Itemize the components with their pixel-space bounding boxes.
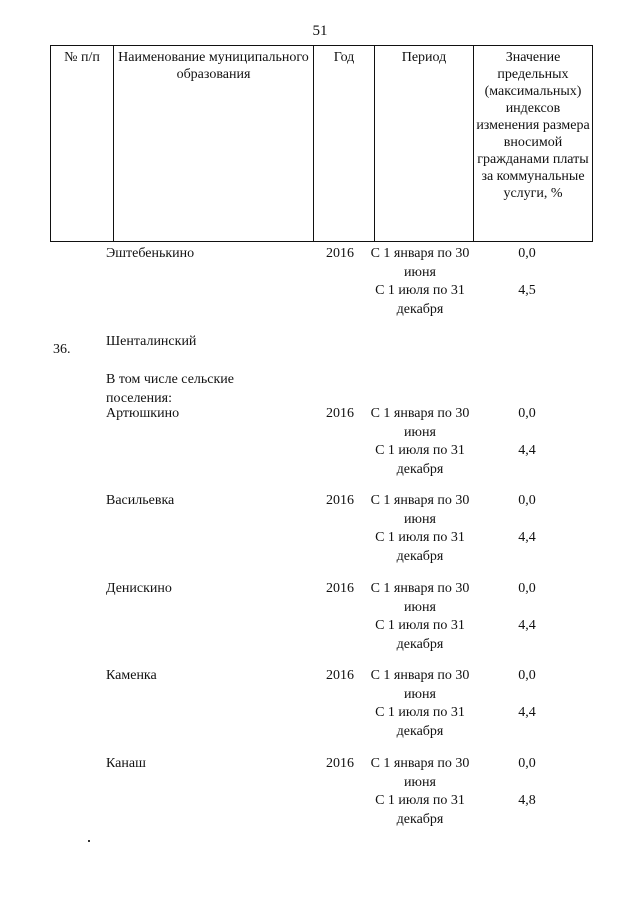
settlement-name: Артюшкино: [106, 406, 180, 421]
value-second-half: 4,4: [518, 530, 536, 545]
settlement-name: Васильевка: [106, 493, 175, 508]
value-first-half: 0,0: [518, 493, 536, 508]
period-first-half: С 1 января по 30 июня: [370, 581, 470, 615]
page-number: 51: [312, 23, 328, 39]
subheading: В том числе сельские поселения:: [106, 372, 235, 406]
period-first-half: С 1 января по 30 июня: [370, 246, 470, 280]
scan-speck: [88, 840, 90, 842]
settlement-year: 2016: [326, 406, 354, 421]
header-num: № п/п: [64, 50, 100, 65]
settlement-name: Эштебенькино: [106, 246, 195, 261]
settlement-name: Денискино: [106, 581, 172, 596]
settlement-name: Канаш: [106, 756, 146, 771]
period-second-half: С 1 июля по 31 декабря: [375, 283, 465, 317]
period-second-half: С 1 июля по 31 декабря: [375, 793, 465, 827]
period-first-half: С 1 января по 30 июня: [370, 668, 470, 702]
value-first-half: 0,0: [518, 406, 536, 421]
period-second-half: С 1 июля по 31 декабря: [375, 443, 465, 477]
value-second-half: 4,4: [518, 705, 536, 720]
period-second-half: С 1 июля по 31 декабря: [375, 618, 465, 652]
value-first-half: 0,0: [518, 581, 536, 596]
value-second-half: 4,8: [518, 793, 536, 808]
header-name: Наименование муниципального образования: [113, 46, 313, 241]
value-first-half: 0,0: [518, 668, 536, 683]
value-second-half: 4,4: [518, 618, 536, 633]
period-first-half: С 1 января по 30 июня: [370, 493, 470, 527]
settlement-year: 2016: [326, 493, 354, 508]
settlement-name: Каменка: [106, 668, 157, 683]
settlement-year: 2016: [326, 668, 354, 683]
settlement-year: 2016: [326, 756, 354, 771]
value-second-half: 4,5: [518, 283, 536, 298]
header-value: Значение предельных (максимальных) индексов изменения размера вносимой гражданами платы за коммунальные услуги, %: [473, 46, 592, 241]
district-number: 36.: [53, 342, 71, 357]
period-first-half: С 1 января по 30 июня: [370, 406, 470, 440]
table-header: [50, 45, 593, 242]
settlement-year: 2016: [326, 246, 354, 261]
header-period: Период: [374, 46, 473, 241]
value-second-half: 4,4: [518, 443, 536, 458]
value-first-half: 0,0: [518, 246, 536, 261]
value-first-half: 0,0: [518, 756, 536, 771]
header-year: Год: [313, 46, 374, 241]
period-first-half: С 1 января по 30 июня: [370, 756, 470, 790]
settlement-year: 2016: [326, 581, 354, 596]
period-second-half: С 1 июля по 31 декабря: [375, 530, 465, 564]
period-second-half: С 1 июля по 31 декабря: [375, 705, 465, 739]
district-name: Шенталинский: [106, 334, 197, 349]
